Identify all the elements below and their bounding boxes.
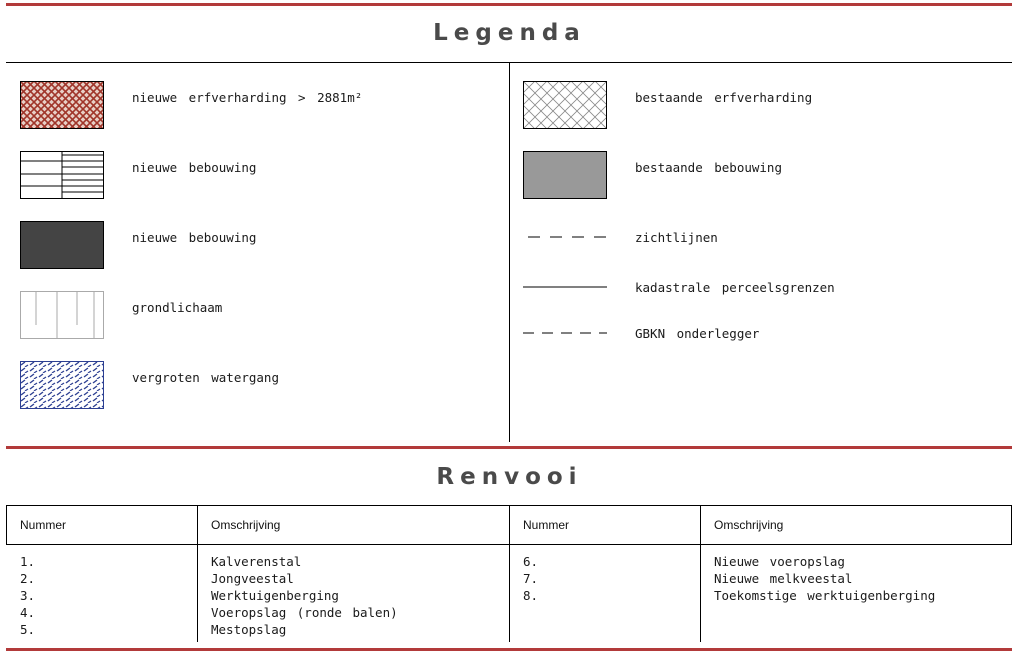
table-row-omschrijving: Kalverenstal [211, 554, 302, 569]
header-nummer-right: Nummer [523, 518, 570, 532]
table-row-nummer: 8. [523, 588, 539, 603]
bottom-divider [6, 648, 1012, 651]
legend-label-zichtlijnen: zichtlijnen [635, 230, 718, 245]
legend-label-nieuwe-bebouwing-lined: nieuwe bebouwing [132, 160, 257, 175]
legend-label-grondlichaam: grondlichaam [132, 300, 223, 315]
header-nummer-left: Nummer [20, 518, 67, 532]
middle-divider [6, 446, 1012, 449]
table-row-omschrijving: Toekomstige werktuigenberging [714, 588, 936, 603]
legend-label-bestaande-erfverharding: bestaande erfverharding [635, 90, 813, 105]
table-row-nummer: 3. [20, 588, 36, 603]
table-row-nummer: 4. [20, 605, 36, 620]
table-right-border [1011, 505, 1012, 545]
top-divider [6, 3, 1012, 6]
table-row-nummer: 5. [20, 622, 36, 637]
table-row-omschrijving: Nieuwe voeropslag [714, 554, 845, 569]
grey-crosshatch-icon [523, 81, 607, 129]
table-row-omschrijving: Jongveestal [211, 571, 294, 586]
table-row-omschrijving: Mestopslag [211, 622, 287, 637]
legenda-title: Legenda [433, 20, 586, 46]
comb-lines-icon [20, 291, 104, 339]
table-col-divider-2 [509, 505, 510, 642]
lined-grid-icon [20, 151, 104, 199]
solid-line-icon [523, 282, 609, 292]
red-crosshatch-icon [20, 81, 104, 129]
legend-label-kadastrale-perceelsgrenzen: kadastrale perceelsgrenzen [635, 280, 835, 295]
header-omschrijving-right: Omschrijving [714, 518, 784, 532]
table-row-omschrijving: Werktuigenberging [211, 588, 339, 603]
header-omschrijving-left: Omschrijving [211, 518, 281, 532]
blue-hatch-icon [20, 361, 104, 409]
legend-label-nieuwe-erfverharding: nieuwe erfverharding > 2881m² [132, 90, 363, 105]
grey-fill-icon [523, 151, 607, 199]
renvooi-title: Renvooi [436, 464, 583, 490]
table-row-omschrijving: Voeropslag (ronde balen) [211, 605, 398, 620]
table-row-omschrijving: Nieuwe melkveestal [714, 571, 853, 586]
table-col-divider-3 [700, 505, 701, 642]
long-dashed-line-icon [523, 328, 609, 338]
table-col-divider-1 [197, 505, 198, 642]
legend-label-vergroten-watergang: vergroten watergang [132, 370, 279, 385]
legend-center-divider [509, 62, 510, 442]
table-left-border [6, 505, 7, 545]
legend-label-bestaande-bebouwing: bestaande bebouwing [635, 160, 782, 175]
legend-label-nieuwe-bebouwing-dark: nieuwe bebouwing [132, 230, 257, 245]
dark-fill-icon [20, 221, 104, 269]
table-row-nummer: 1. [20, 554, 36, 569]
table-row-nummer: 7. [523, 571, 539, 586]
dashed-line-icon [527, 232, 617, 242]
legend-label-gbkn-onderlegger: GBKN onderlegger [635, 326, 760, 341]
table-row-nummer: 6. [523, 554, 539, 569]
table-row-nummer: 2. [20, 571, 36, 586]
